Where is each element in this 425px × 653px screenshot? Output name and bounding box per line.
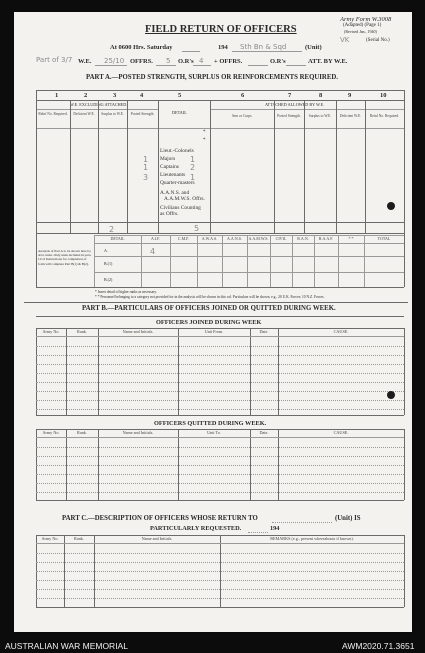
grid-line xyxy=(404,535,405,607)
analysis-header: CIVIL xyxy=(275,236,287,241)
column-number: 3 xyxy=(113,92,117,99)
column-header: Reinf No. Required. xyxy=(369,114,400,118)
rank-label: A.A.M.W.S. Offrs. xyxy=(164,196,205,202)
column-number: 4 xyxy=(140,92,144,99)
serial-scribble: VK xyxy=(340,36,350,44)
grid-line xyxy=(66,328,67,415)
analysis-row-label: B.(2) xyxy=(104,277,113,282)
column-header: Surplus to W.E. xyxy=(101,112,124,116)
asterisk-mark: * xyxy=(203,130,206,135)
row-line xyxy=(36,580,404,581)
grid-line xyxy=(178,328,179,415)
analysis-row-label: B.(1) xyxy=(104,261,113,266)
grid-line xyxy=(94,272,404,273)
handwritten-digit: 2 xyxy=(109,225,115,234)
grid-line xyxy=(158,100,159,233)
left-group-header: W.E. EXCLUDING ATTACHED. xyxy=(70,102,128,107)
ors-value: 4 xyxy=(199,57,204,65)
analysis-header: R.A.A.F. xyxy=(318,236,334,241)
grid-line xyxy=(278,328,279,415)
handwritten-digit: 2 xyxy=(190,163,196,172)
date-header: Date. xyxy=(259,329,269,334)
joined-title: OFFICERS JOINED DURING WEEK xyxy=(156,319,262,326)
part-c-requested: PARTICULARLY REQUESTED. xyxy=(150,525,242,532)
cause-header: CAUSE. xyxy=(333,430,349,435)
rank-label: Lieut.-Colonels xyxy=(160,148,194,154)
grid-line xyxy=(36,328,37,415)
army-no-header: Army No. xyxy=(42,430,60,435)
row-line xyxy=(36,562,404,563)
rank-header: Rank. xyxy=(74,536,84,541)
grid-line xyxy=(210,100,211,233)
column-number: 1 xyxy=(55,92,59,99)
rank-header: Rank. xyxy=(77,329,87,334)
column-number: 9 xyxy=(348,92,352,99)
grid-line xyxy=(94,256,404,257)
asterisk-mark: * xyxy=(203,138,206,143)
cause-header: CAUSE. xyxy=(333,329,349,334)
analysis-header: A.A.M.W.S. xyxy=(248,236,269,241)
form-id-line3: (Revised Jan., 1940) xyxy=(344,29,377,34)
we-value: 25/10 xyxy=(104,57,125,65)
form-title: FIELD RETURN OF OFFICERS xyxy=(145,24,297,35)
column-header: Surplus to W.E. xyxy=(308,114,332,118)
punch-hole xyxy=(387,202,395,210)
rank-label: as Offrs. xyxy=(160,211,179,217)
remarks-header: REMARKS (e.g., present whereabouts if known). xyxy=(270,536,354,541)
row-line xyxy=(36,355,404,356)
date-header: Date. xyxy=(259,430,269,435)
column-number: 7 xyxy=(288,92,292,99)
ors2-label: O.R's xyxy=(270,58,286,65)
handwritten-digit: 1 xyxy=(143,163,149,172)
grid-line xyxy=(36,90,37,233)
row-line xyxy=(36,589,404,590)
row-line xyxy=(36,364,404,365)
row-line xyxy=(36,373,404,374)
row-line xyxy=(36,571,404,572)
column-header: Deficient W.E. xyxy=(339,114,362,118)
grid-line xyxy=(36,415,404,416)
grid-line xyxy=(404,429,405,500)
handwritten-digit: 4 xyxy=(150,247,156,256)
punch-hole xyxy=(387,391,395,399)
column-header: Posted Strength. xyxy=(277,114,301,118)
name-header: Name and Initials. xyxy=(141,536,173,541)
grid-line xyxy=(304,100,305,233)
right-group-header: ATTACHED ALLOWED BY W.E. xyxy=(265,102,325,107)
footer-left: AUSTRALIAN WAR MEMORIAL xyxy=(5,641,128,651)
grid-line xyxy=(36,336,404,337)
grid-line xyxy=(404,90,405,233)
rank-label: Civilians Counting xyxy=(160,205,201,211)
rank-label: Quarter-masters xyxy=(160,180,195,186)
grid-line xyxy=(98,100,99,233)
column-number: 6 xyxy=(241,92,245,99)
row-line xyxy=(36,598,404,599)
column-number: 10 xyxy=(380,92,387,99)
grid-line xyxy=(404,328,405,415)
serial-label: (Serial No.) xyxy=(366,38,390,43)
handwritten-digit: 5 xyxy=(194,224,200,233)
part-c-unit: (Unit) IS xyxy=(335,515,361,522)
grid-line xyxy=(36,233,37,287)
quitted-title: OFFICERS QUITTED DURING WEEK. xyxy=(154,420,267,427)
analysis-header: A.A.N.S. xyxy=(227,236,242,241)
handwritten-digit: 1 xyxy=(143,155,149,164)
row-line xyxy=(36,483,404,484)
handwritten-digit: 3 xyxy=(143,173,149,182)
army-no-header: Army No. xyxy=(41,536,59,541)
row-line xyxy=(36,465,404,466)
unit-handwritten: Sth Bn & Sqd xyxy=(240,43,287,51)
unit-header: Unit From. xyxy=(204,329,224,334)
grid-line xyxy=(365,100,366,233)
part-c-year: 194 xyxy=(270,525,280,532)
column-number: 5 xyxy=(178,92,182,99)
name-header: Name and Initials. xyxy=(122,430,154,435)
analysis-header: R.A.N. xyxy=(297,236,309,241)
column-number: 8 xyxy=(319,92,323,99)
column-number: 2 xyxy=(84,92,88,99)
analysis-note: Analysis of Part A to be shown here by ALL units. Only units included in para. 10 of Instructions for completion of form will complete Part B(1) & B(2). xyxy=(38,249,92,266)
subtitle-year: 194 xyxy=(218,44,228,51)
rank-label: Lieutenants xyxy=(160,172,186,178)
plus-offrs-label: + OFFRS. xyxy=(214,58,243,65)
part-a-title: PART A.—POSTED STRENGTH, SURPLUS OR REINFORCEMENTS REQUIRED. xyxy=(86,74,338,81)
army-no-header: Army No. xyxy=(42,329,60,334)
subtitle-unit: (Unit) xyxy=(305,44,322,51)
handwritten-digit: 1 xyxy=(190,173,196,182)
column-header: Posted Strength. xyxy=(130,112,155,116)
grid-line xyxy=(404,233,405,287)
analysis-row-label: A. xyxy=(104,248,108,253)
row-line xyxy=(36,346,404,347)
analysis-header: * * xyxy=(348,236,354,241)
footnote-1: * Insert detail of higher ranks as necessary. xyxy=(95,290,157,294)
row-line xyxy=(36,400,404,401)
analysis-header: DETAIL xyxy=(110,236,125,241)
analysis-header: A.W.A.S. xyxy=(201,236,218,241)
grid-line xyxy=(94,243,404,244)
name-header: Name and Initials. xyxy=(122,329,154,334)
offrs-label: OFFRS. xyxy=(130,58,153,65)
part-b-title: PART B.—PARTICULARS OF OFFICERS JOINED OR QUITTED DURING WEEK. xyxy=(82,305,336,312)
grid-line xyxy=(336,100,337,233)
att-label: ATT. BY W.E. xyxy=(308,58,348,65)
part-c-title: PART C.—DESCRIPTION OF OFFICERS WHOSE RETURN TO xyxy=(62,515,258,522)
grid-line xyxy=(36,500,404,501)
grid-line xyxy=(36,543,404,544)
footnote-2: * * Personnel belonging to a category not provided for in the analysis will be shown in this col. Particulars will be shown, e.g., 20 U.K. Forces; 10 N.Z. Forces. xyxy=(95,295,325,299)
form-id-line1: Army Form W.3008 xyxy=(340,16,392,23)
footer-right: AWM2020.71.3651 xyxy=(342,641,415,651)
analysis-header: TOTAL xyxy=(377,236,391,241)
row-line xyxy=(36,553,404,554)
grid-line xyxy=(98,328,99,415)
grid-line xyxy=(250,328,251,415)
row-line xyxy=(36,474,404,475)
row-line xyxy=(36,456,404,457)
handwritten-digit: 1 xyxy=(190,155,196,164)
analysis-header: C.M.F. xyxy=(177,236,190,241)
we-label: W.E. xyxy=(78,58,92,65)
rank-label: A.A.N.S. and xyxy=(160,190,190,196)
rank-label: Captains xyxy=(160,164,179,170)
unit-header: Unit To. xyxy=(207,430,221,435)
grid-line xyxy=(127,100,128,233)
row-line xyxy=(36,391,404,392)
row-line xyxy=(36,382,404,383)
detail-header: DETAIL xyxy=(172,110,187,115)
row-line xyxy=(36,447,404,448)
analysis-header: A.I.F. xyxy=(150,236,161,241)
grid-line xyxy=(274,100,275,233)
column-header: Deficient W.E. xyxy=(73,112,95,116)
subtitle-prefix: At 0600 Hrs. Saturday xyxy=(110,44,173,51)
row-line xyxy=(36,492,404,493)
offrs-value: 5 xyxy=(166,57,171,65)
column-header: Arm or Corps. xyxy=(231,114,253,118)
grid-line xyxy=(70,100,71,233)
row-line xyxy=(36,409,404,410)
grid-line xyxy=(36,437,404,438)
margin-note: Part of 3/7 xyxy=(36,56,73,64)
rank-header: Rank. xyxy=(77,430,87,435)
ors-label: O.R's xyxy=(178,58,194,65)
grid-line xyxy=(36,607,404,608)
form-id-line2: (Adapted) (Page 1) xyxy=(343,23,382,28)
rank-label: Majors xyxy=(160,156,176,162)
column-header: Relnf No. Required. xyxy=(38,112,68,116)
